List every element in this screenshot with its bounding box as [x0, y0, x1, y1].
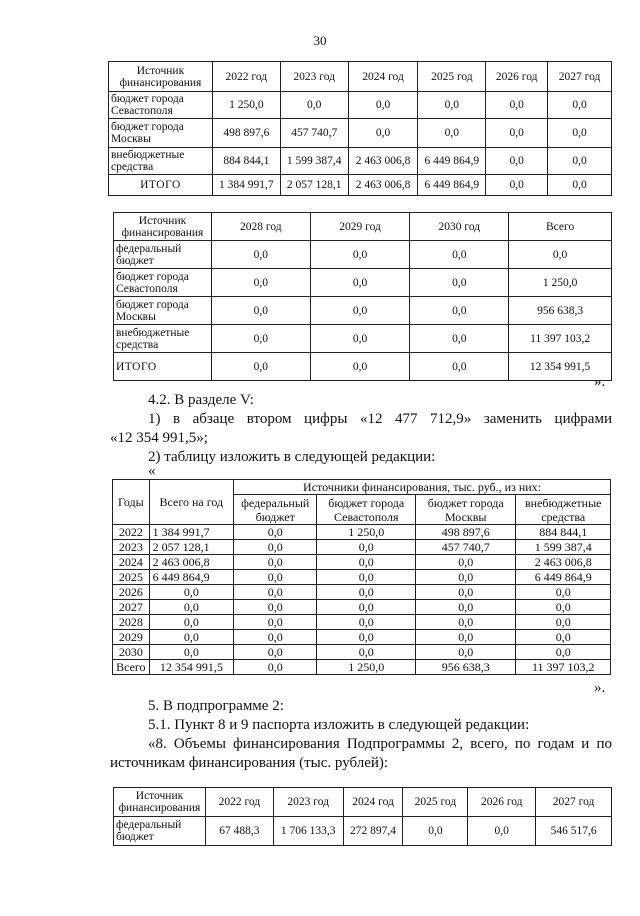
- source-cell: внебюджетные средства: [114, 325, 212, 353]
- value-cell: 0,0: [509, 241, 612, 269]
- table-row: [113, 540, 611, 555]
- value-cell: 0,0: [317, 615, 416, 630]
- value-cell: 0,0: [310, 269, 410, 297]
- value-cell: 0,0: [410, 353, 509, 381]
- value-cell: 0,0: [317, 555, 416, 570]
- value-cell: 2 057 128,1: [149, 540, 233, 555]
- source-cell: федеральный бюджет: [114, 241, 212, 269]
- value-cell: 0,0: [317, 645, 416, 660]
- closing-quote: ».: [594, 374, 606, 390]
- total-label: ИТОГО: [109, 175, 213, 196]
- header-cell: 2028 год: [211, 213, 310, 241]
- section-4-2-heading: 4.2. В разделе V:: [148, 392, 254, 408]
- value-cell: 0,0: [548, 119, 612, 148]
- table-row: [113, 585, 611, 600]
- value-cell: 0,0: [317, 570, 416, 585]
- value-cell: 1 250,0: [212, 92, 280, 119]
- value-cell: 12 354 991,5: [509, 353, 612, 381]
- value-cell: 6 449 864,9: [418, 175, 486, 196]
- value-cell: 0,0: [234, 660, 317, 675]
- value-cell: 0,0: [468, 817, 536, 846]
- value-cell: 0,0: [310, 241, 410, 269]
- table-header-row: [113, 480, 611, 495]
- year-cell: 2030: [113, 645, 150, 660]
- header-cell: 2029 год: [310, 213, 410, 241]
- value-cell: 0,0: [149, 645, 233, 660]
- value-cell: 0,0: [317, 540, 416, 555]
- header-cell: 2025 год: [403, 788, 468, 817]
- value-cell: 2 463 006,8: [348, 175, 418, 196]
- value-cell: 956 638,3: [509, 297, 612, 325]
- source-cell: бюджет города Севастополя: [109, 92, 213, 119]
- header-cell: Источник финансирования: [114, 213, 212, 241]
- value-cell: 457 740,7: [280, 119, 348, 148]
- item-2-text: 2) таблицу изложить в следующей редакции:: [148, 449, 436, 465]
- financing-table-2028-2030: [113, 212, 612, 381]
- header-cell: 2024 год: [348, 62, 418, 92]
- value-cell: 0,0: [415, 600, 516, 615]
- year-cell: 2024: [113, 555, 150, 570]
- table-header-row: [114, 788, 612, 817]
- value-cell: 0,0: [234, 600, 317, 615]
- table-row: [113, 615, 611, 630]
- value-cell: 0,0: [211, 241, 310, 269]
- year-cell: 2027: [113, 600, 150, 615]
- value-cell: 0,0: [310, 325, 410, 353]
- value-cell: 0,0: [410, 297, 509, 325]
- value-cell: 1 384 991,7: [149, 525, 233, 540]
- header-cell: 2026 год: [468, 788, 536, 817]
- value-cell: 0,0: [234, 555, 317, 570]
- value-cell: 1 250,0: [317, 525, 416, 540]
- table-row: [114, 297, 612, 325]
- header-cell: 2026 год: [486, 62, 548, 92]
- value-cell: 272 897,4: [343, 817, 403, 846]
- table-row: [113, 645, 611, 660]
- value-cell: 0,0: [234, 525, 317, 540]
- table-row: [114, 325, 612, 353]
- value-cell: 0,0: [149, 630, 233, 645]
- year-cell: 2029: [113, 630, 150, 645]
- value-cell: 0,0: [548, 175, 612, 196]
- value-cell: 0,0: [348, 119, 418, 148]
- table-row: [114, 241, 612, 269]
- year-cell: 2023: [113, 540, 150, 555]
- value-cell: 0,0: [317, 630, 416, 645]
- page-number: 30: [313, 33, 327, 48]
- table-row: [114, 269, 612, 297]
- total-row: [114, 353, 612, 381]
- value-cell: 0,0: [516, 600, 611, 615]
- item-1-line-1: 1) в абзаце втором цифры «12 477 712,9» заменить цифрами: [148, 411, 612, 427]
- value-cell: 0,0: [415, 645, 516, 660]
- value-cell: 0,0: [234, 570, 317, 585]
- value-cell: 6 449 864,9: [149, 570, 233, 585]
- value-cell: 1 250,0: [317, 660, 416, 675]
- financing-table-2022-2027: [108, 61, 612, 196]
- header-cell: 2025 год: [418, 62, 486, 92]
- sources-group-header: Источники финансирования, тыс. руб., из них:: [234, 480, 611, 495]
- value-cell: 67 488,3: [205, 817, 273, 846]
- value-cell: 0,0: [548, 148, 612, 175]
- opening-quote: «: [148, 463, 156, 479]
- value-cell: 2 463 006,8: [149, 555, 233, 570]
- value-cell: 0,0: [211, 269, 310, 297]
- value-cell: 0,0: [211, 353, 310, 381]
- table-row: [109, 148, 612, 175]
- value-cell: 6 449 864,9: [516, 570, 611, 585]
- value-cell: 1 599 387,4: [280, 148, 348, 175]
- years-header: Годы: [113, 480, 150, 525]
- table-row: [113, 600, 611, 615]
- value-cell: 884 844,1: [212, 148, 280, 175]
- section-5-1-text: 5.1. Пункт 8 и 9 паспорта изложить в следующей редакции:: [148, 717, 530, 733]
- section-5-heading: 5. В подпрограмме 2:: [148, 698, 284, 714]
- financing-by-year-table: [112, 479, 611, 675]
- table-row: [113, 630, 611, 645]
- value-cell: 0,0: [348, 92, 418, 119]
- value-cell: 0,0: [486, 148, 548, 175]
- header-cell: федеральный бюджет: [234, 495, 317, 525]
- value-cell: 457 740,7: [415, 540, 516, 555]
- value-cell: 0,0: [317, 585, 416, 600]
- table-row: [113, 525, 611, 540]
- total-label: Всего: [113, 660, 150, 675]
- total-row: [113, 660, 611, 675]
- value-cell: 0,0: [149, 585, 233, 600]
- item-1-line-2: «12 354 991,5»;: [110, 430, 208, 446]
- value-cell: 1 250,0: [509, 269, 612, 297]
- header-cell: бюджет города Москвы: [415, 495, 516, 525]
- value-cell: 2 057 128,1: [280, 175, 348, 196]
- closing-quote: ».: [594, 680, 606, 696]
- value-cell: 0,0: [234, 585, 317, 600]
- value-cell: 0,0: [234, 615, 317, 630]
- header-cell: бюджет города Севастополя: [317, 495, 416, 525]
- value-cell: 0,0: [415, 630, 516, 645]
- header-cell: внебюджетные средства: [516, 495, 611, 525]
- header-cell: 2027 год: [536, 788, 612, 817]
- source-cell: внебюджетные средства: [109, 148, 213, 175]
- total-row: [109, 175, 612, 196]
- value-cell: 0,0: [415, 555, 516, 570]
- value-cell: 0,0: [149, 615, 233, 630]
- value-cell: 0,0: [280, 92, 348, 119]
- table-header-row: [114, 213, 612, 241]
- value-cell: 498 897,6: [212, 119, 280, 148]
- value-cell: 0,0: [234, 540, 317, 555]
- value-cell: 0,0: [486, 119, 548, 148]
- year-cell: 2028: [113, 615, 150, 630]
- value-cell: 0,0: [516, 645, 611, 660]
- header-cell: 2022 год: [205, 788, 273, 817]
- value-cell: 0,0: [415, 585, 516, 600]
- value-cell: 0,0: [418, 92, 486, 119]
- source-cell: бюджет города Москвы: [114, 297, 212, 325]
- source-cell: федеральный бюджет: [114, 817, 206, 846]
- value-cell: 0,0: [403, 817, 468, 846]
- header-cell: Источник финансирования: [109, 62, 213, 92]
- year-cell: 2025: [113, 570, 150, 585]
- header-cell: 2023 год: [273, 788, 343, 817]
- year-cell: 2026: [113, 585, 150, 600]
- table-row: [114, 817, 612, 846]
- item-8-line-1: «8. Объемы финансирования Подпрограммы 2, всего, по годам и по: [148, 736, 612, 752]
- table-row: [109, 92, 612, 119]
- value-cell: 956 638,3: [415, 660, 516, 675]
- value-cell: 0,0: [516, 630, 611, 645]
- value-cell: 0,0: [410, 325, 509, 353]
- value-cell: 11 397 103,2: [516, 660, 611, 675]
- table-header-row: [109, 62, 612, 92]
- table-row: [113, 555, 611, 570]
- value-cell: 0,0: [486, 92, 548, 119]
- value-cell: 1 384 991,7: [212, 175, 280, 196]
- value-cell: 0,0: [418, 119, 486, 148]
- value-cell: 884 844,1: [516, 525, 611, 540]
- value-cell: 0,0: [234, 630, 317, 645]
- value-cell: 11 397 103,2: [509, 325, 612, 353]
- value-cell: 0,0: [516, 615, 611, 630]
- value-cell: 0,0: [211, 297, 310, 325]
- total-per-year-header: Всего на год: [149, 480, 233, 525]
- table-row: [109, 119, 612, 148]
- value-cell: 498 897,6: [415, 525, 516, 540]
- value-cell: 6 449 864,9: [418, 148, 486, 175]
- value-cell: 2 463 006,8: [348, 148, 418, 175]
- value-cell: 1 599 387,4: [516, 540, 611, 555]
- header-cell: Источник финансирования: [114, 788, 206, 817]
- value-cell: 0,0: [234, 645, 317, 660]
- source-cell: бюджет города Севастополя: [114, 269, 212, 297]
- value-cell: 0,0: [310, 297, 410, 325]
- header-cell: 2030 год: [410, 213, 509, 241]
- subprogram-2-financing-table: [113, 787, 612, 846]
- value-cell: 0,0: [410, 269, 509, 297]
- value-cell: 0,0: [548, 92, 612, 119]
- value-cell: 0,0: [410, 241, 509, 269]
- value-cell: 0,0: [516, 585, 611, 600]
- total-label: ИТОГО: [114, 353, 212, 381]
- value-cell: 0,0: [310, 353, 410, 381]
- value-cell: 0,0: [211, 325, 310, 353]
- source-cell: бюджет города Москвы: [109, 119, 213, 148]
- value-cell: 0,0: [149, 600, 233, 615]
- header-cell: 2027 год: [548, 62, 612, 92]
- header-cell: 2023 год: [280, 62, 348, 92]
- value-cell: 0,0: [486, 175, 548, 196]
- value-cell: 0,0: [317, 600, 416, 615]
- value-cell: 0,0: [415, 615, 516, 630]
- value-cell: 0,0: [415, 570, 516, 585]
- header-cell: 2022 год: [212, 62, 280, 92]
- value-cell: 12 354 991,5: [149, 660, 233, 675]
- header-cell: Всего: [509, 213, 612, 241]
- table-row: [113, 570, 611, 585]
- value-cell: 1 706 133,3: [273, 817, 343, 846]
- year-cell: 2022: [113, 525, 150, 540]
- item-8-line-2: источникам финансирования (тыс. рублей):: [110, 755, 389, 771]
- value-cell: 2 463 006,8: [516, 555, 611, 570]
- value-cell: 546 517,6: [536, 817, 612, 846]
- header-cell: 2024 год: [343, 788, 403, 817]
